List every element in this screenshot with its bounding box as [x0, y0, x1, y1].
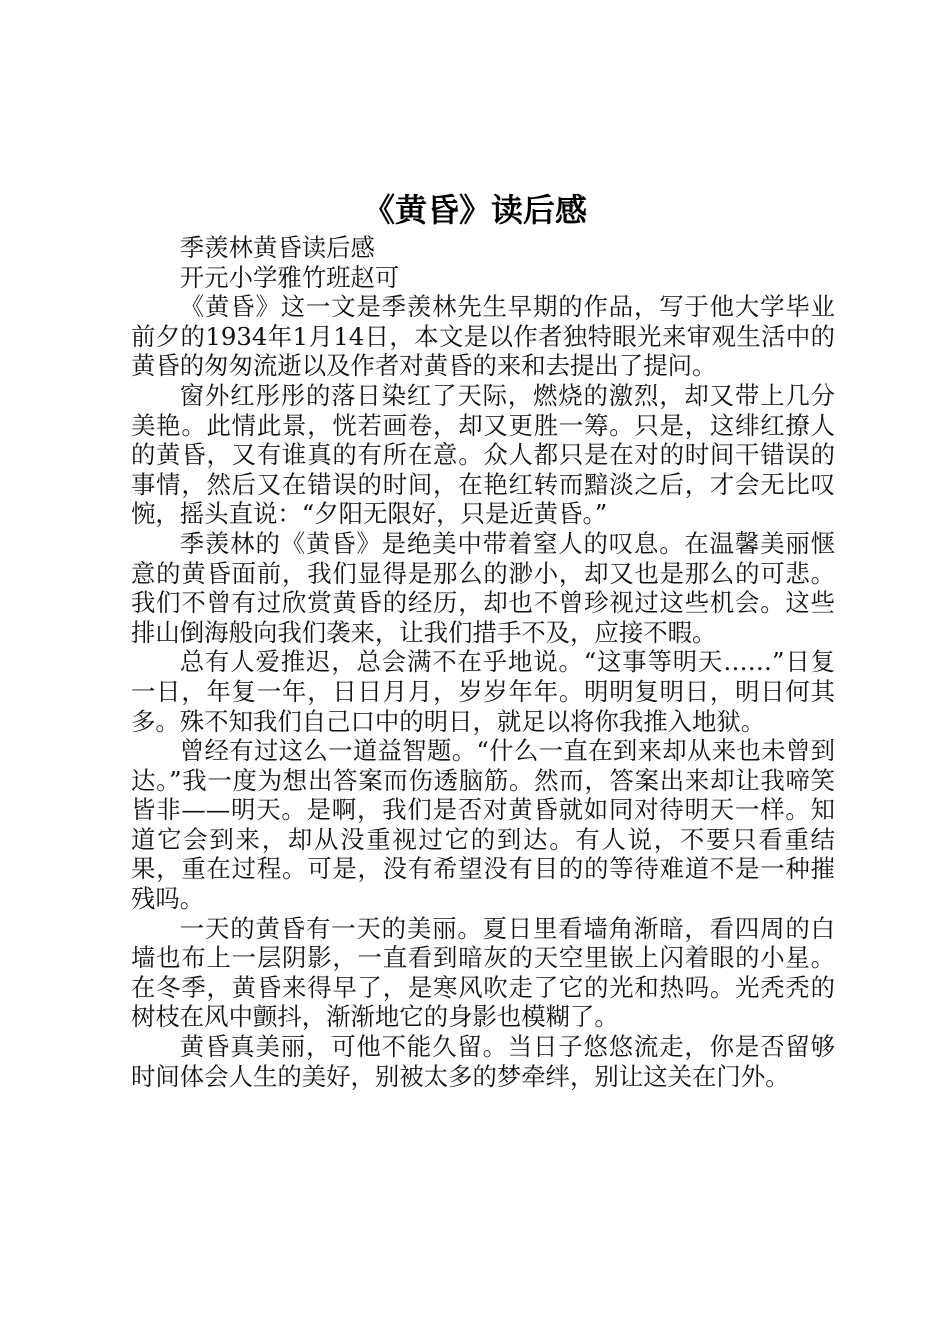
document-title: 《黄昏》读后感: [362, 191, 587, 229]
paragraph: 曾经有过这么一道益智题。“什么一直在到来却从来也未曾到达。”我一度为想出答案而伤透脑筋。然而，答案出来却让我啼笑皆非——明天。是啊，我们是否对黄昏就如同对待明天一样。知道它会到来，却从没重视过它的到达。有人说，不要只看重结果，重在过程。可是，没有希望没有目的的等待难道不是一种摧残吗。: [131, 736, 835, 914]
paragraph: 一天的黄昏有一天的美丽。夏日里看墙角渐暗，看四周的白墙也布上一层阴影，一直看到暗灰的天空里嵌上闪着眼的小星。在冬季，黄昏来得早了，是寒风吹走了它的光和热吗。光秃秃的树枝在风中颤抖，渐渐地它的身影也模糊了。: [131, 913, 835, 1032]
document-body: [131, 233, 835, 1091]
paragraph: 窗外红彤彤的落日染红了天际，燃烧的激烈，却又带上几分美艳。此情此景，恍若画卷，却又更胜一筹。只是，这绯红撩人的黄昏，又有谁真的有所在意。众人都只是在对的时间干错误的事情，然后又在错误的时间，在艳红转而黯淡之后，才会无比叹惋，摇头直说：“夕阳无限好，只是近黄昏。”: [131, 380, 835, 529]
paragraph: 总有人爱推迟，总会满不在乎地说。“这事等明天……”日复一日，年复一年，日日月月，岁岁年年。明明复明日，明日何其多。殊不知我们自己口中的明日，就足以将你我推入地狱。: [131, 647, 835, 736]
paragraph: 《黄昏》这一文是季羡林先生早期的作品，写于他大学毕业前夕的1934年1月14日，本文是以作者独特眼光来审观生活中的黄昏的匆匆流逝以及作者对黄昏的来和去提出了提问。: [131, 292, 835, 381]
paragraph-author: 开元小学雅竹班赵可: [179, 262, 400, 292]
paragraph-subtitle: 季羡林黄昏读后感: [179, 233, 375, 262]
paragraph: 季羡林的《黄昏》是绝美中带着窒人的叹息。在温馨美丽惬意的黄昏面前，我们显得是那么的渺小，却又也是那么的可悲。我们不曾有过欣赏黄昏的经历，却也不曾珍视过这些机会。这些排山倒海般向我们袭来，让我们措手不及，应接不暇。: [131, 528, 835, 647]
paragraph: 黄昏真美丽，可他不能久留。当日子悠悠流走，你是否留够时间体会人生的美好，别被太多的梦牵绊，别让这关在门外。: [131, 1032, 835, 1091]
